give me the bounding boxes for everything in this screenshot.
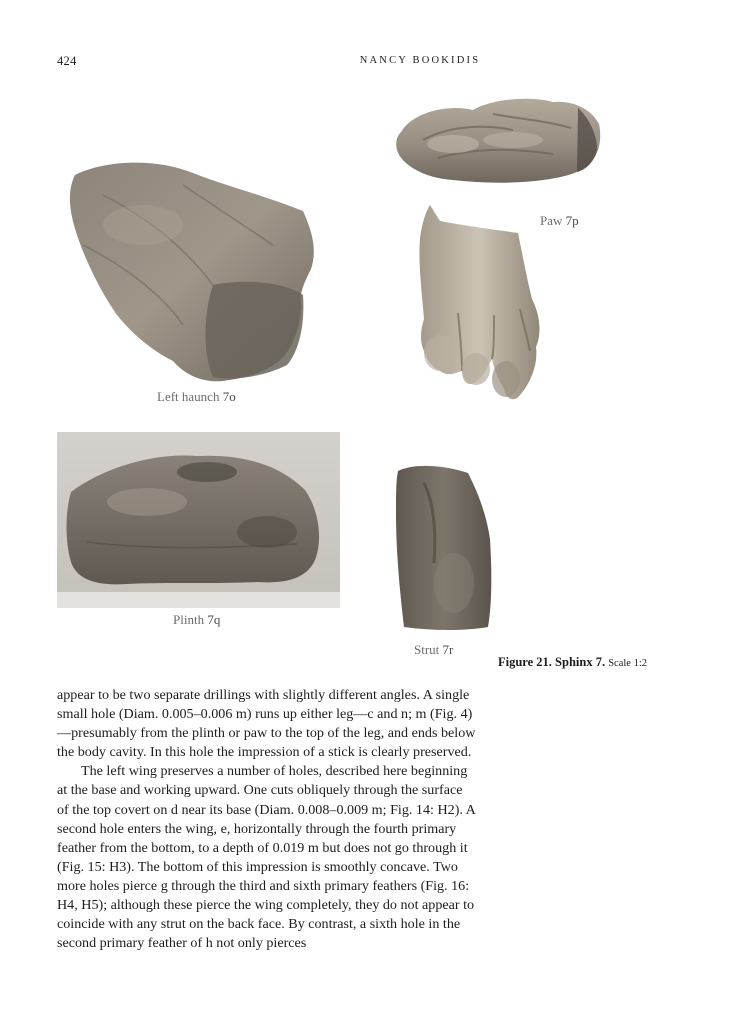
caption-left-haunch-id: 7o <box>222 389 236 404</box>
caption-plinth-label: Plinth <box>173 612 205 627</box>
strut-photo <box>394 463 494 631</box>
caption-strut-7r <box>414 642 453 658</box>
paw-front-view-photo <box>410 203 545 407</box>
caption-plinth-7q <box>173 612 220 628</box>
page-number: 424 <box>57 54 77 68</box>
caption-paw-label: Paw <box>540 213 563 228</box>
caption-plinth-id: 7q <box>207 612 221 627</box>
body-paragraph-2: The left wing preserves a number of holes, described here beginning at the base and working upward. One cuts obliquely through the surface of the top covert on d near its base (Diam. 0.008–0.009 m; Fig. 14: H2). A second hole enters the wing, e, horizontally through the fourth primary feather from the bottom, to a depth of 0.019 m but does not go through it (Fig. 15: H3). The bottom of this impression is smoothly concave. Two more holes pierce g through the third and sixth primary feathers (Fig. 16: H4, H5); although these pierce the wing completely, they do not appear to coincide with any strut on the back face. By contrast, a sixth hole in the second primary feather of h not only pierces <box>57 763 476 952</box>
plinth-photo <box>57 432 340 608</box>
paw-top-view-photo <box>393 94 603 190</box>
caption-strut-label: Strut <box>414 642 440 657</box>
caption-paw-id: 7p <box>565 213 579 228</box>
figure-caption <box>498 655 647 670</box>
body-text <box>57 686 477 953</box>
caption-strut-id: 7r <box>442 642 454 657</box>
body-paragraph-1: appear to be two separate drillings with slightly different angles. A single small hole (Diam. 0.005–0.006 m) runs up either leg—c and n; m (Fig. 4)—presumably from the plinth or paw to the top of the leg, and ends below the body cavity. In this hole the impression of a stick is clearly preserved. <box>57 687 476 761</box>
caption-left-haunch-7o <box>157 389 236 405</box>
caption-paw-7p <box>540 213 579 229</box>
figure-caption-scale: Scale 1:2 <box>608 658 647 669</box>
left-haunch-photo <box>63 155 321 385</box>
figure-caption-label: Figure 21. Sphinx 7. <box>498 655 606 669</box>
caption-left-haunch-label: Left haunch <box>157 389 220 404</box>
running-head: NANCY BOOKIDIS <box>359 55 481 66</box>
